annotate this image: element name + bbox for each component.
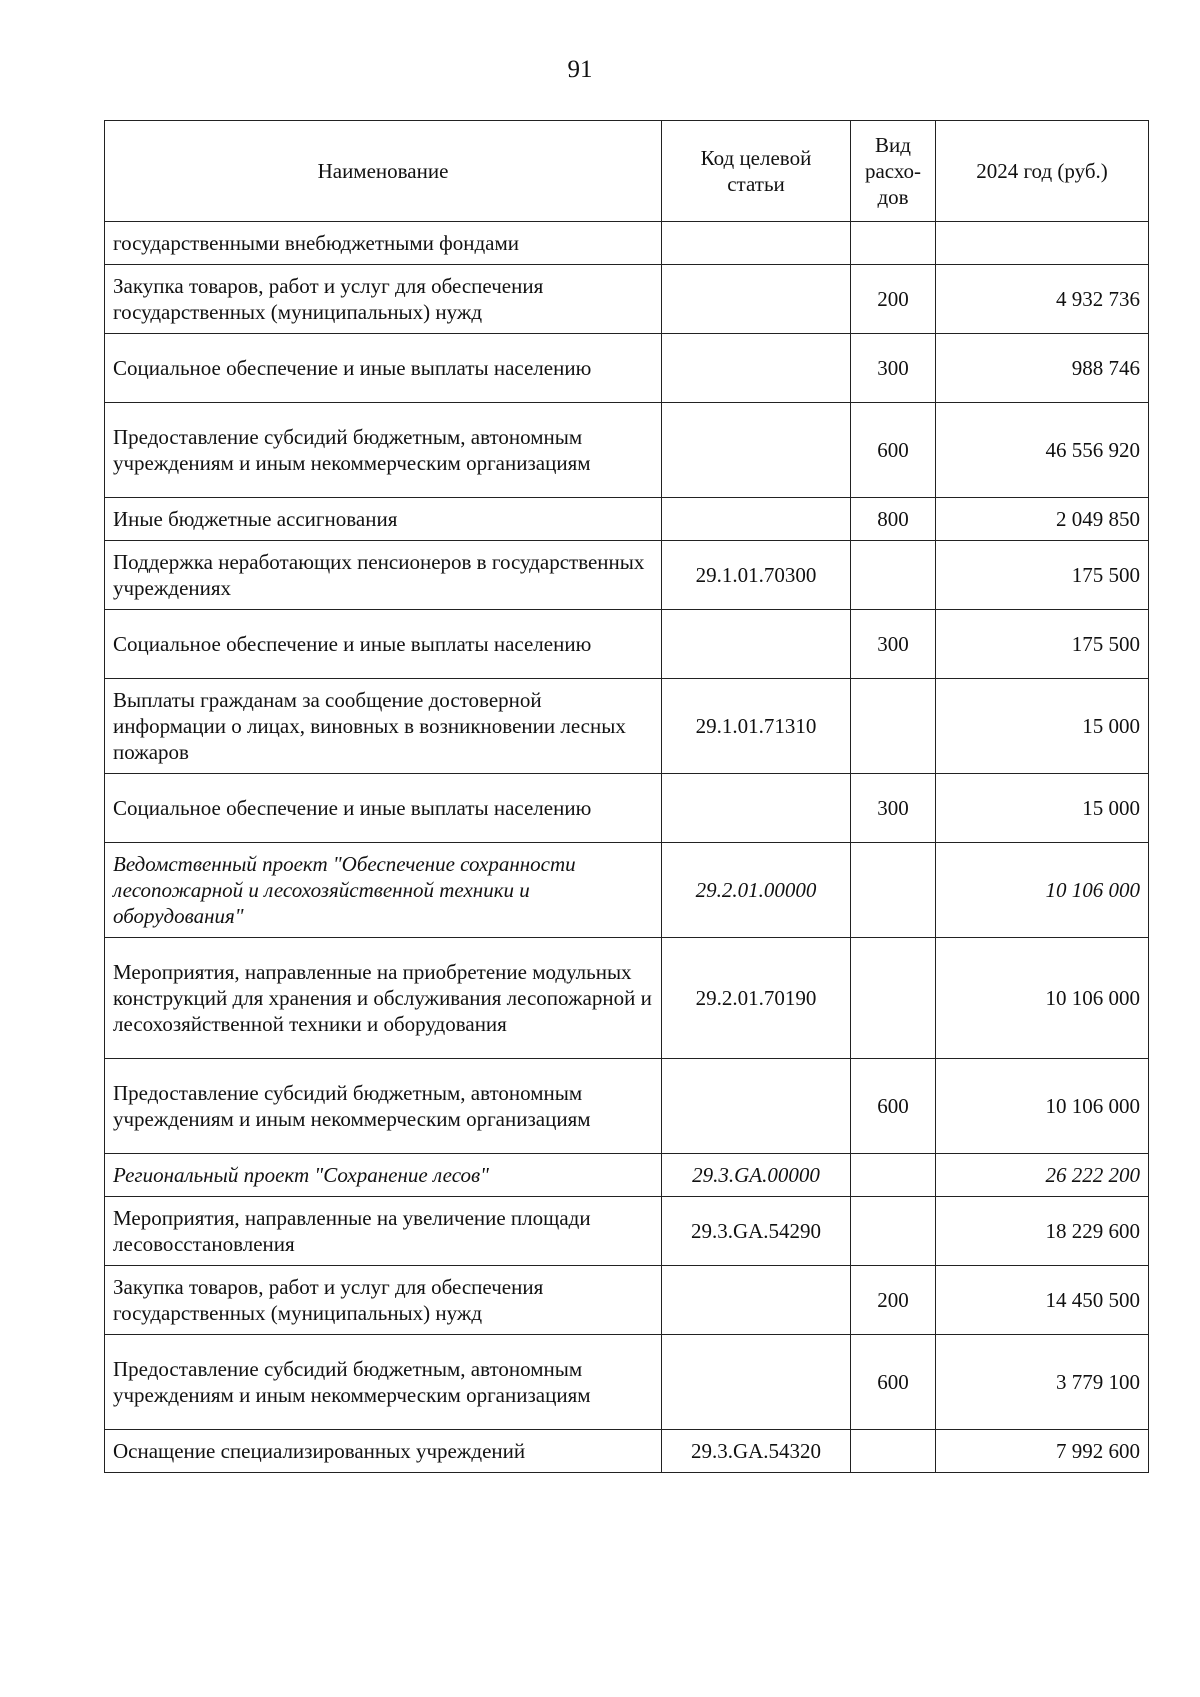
cell-type: 200 [851,265,936,334]
cell-code [662,1335,851,1430]
cell-code: 29.3.GA.54290 [662,1197,851,1266]
cell-type [851,938,936,1059]
cell-name: Закупка товаров, работ и услуг для обеспечения государственных (муниципальных) нужд [105,1266,662,1335]
cell-type [851,541,936,610]
table-row [105,1197,1149,1266]
cell-amount: 26 222 200 [936,1154,1149,1197]
cell-type: 200 [851,1266,936,1335]
cell-amount: 988 746 [936,334,1149,403]
cell-code [662,334,851,403]
cell-amount: 175 500 [936,541,1149,610]
header-amount: 2024 год (руб.) [936,121,1149,222]
cell-code: 29.1.01.71310 [662,679,851,774]
cell-name: Выплаты гражданам за сообщение достоверной информации о лицах, виновных в возникновении лесных пожаров [105,679,662,774]
cell-amount: 18 229 600 [936,1197,1149,1266]
cell-code [662,403,851,498]
table-row [105,498,1149,541]
cell-name: Мероприятия, направленные на приобретение модульных конструкций для хранения и обслуживания лесопожарной и лесохозяйственной техники и оборудования [105,938,662,1059]
header-type: Вид расхо-дов [851,121,936,222]
cell-code: 29.3.GA.00000 [662,1154,851,1197]
cell-type: 800 [851,498,936,541]
table-row [105,265,1149,334]
table-row [105,774,1149,843]
cell-type [851,679,936,774]
cell-code: 29.2.01.70190 [662,938,851,1059]
cell-name: Закупка товаров, работ и услуг для обеспечения государственных (муниципальных) нужд [105,265,662,334]
cell-name: Предоставление субсидий бюджетным, автономным учреждениям и иным некоммерческим организациям [105,1059,662,1154]
cell-name: Оснащение специализированных учреждений [105,1430,662,1473]
cell-name: Региональный проект "Сохранение лесов" [105,1154,662,1197]
cell-type: 600 [851,1335,936,1430]
cell-amount: 3 779 100 [936,1335,1149,1430]
cell-code [662,774,851,843]
cell-amount: 175 500 [936,610,1149,679]
cell-code [662,222,851,265]
cell-type: 600 [851,403,936,498]
cell-type: 300 [851,774,936,843]
cell-name: Предоставление субсидий бюджетным, автономным учреждениям и иным некоммерческим организациям [105,1335,662,1430]
page-number: 91 [567,56,593,83]
cell-type [851,843,936,938]
cell-amount: 10 106 000 [936,1059,1149,1154]
cell-type [851,1154,936,1197]
table-row [105,541,1149,610]
table-row [105,679,1149,774]
cell-name: Иные бюджетные ассигнования [105,498,662,541]
table-row [105,334,1149,403]
cell-name: Социальное обеспечение и иные выплаты населению [105,610,662,679]
cell-type [851,1197,936,1266]
header-name: Наименование [105,121,662,222]
cell-code: 29.3.GA.54320 [662,1430,851,1473]
table-row [105,1059,1149,1154]
cell-type [851,222,936,265]
cell-amount [936,222,1149,265]
table-row [105,403,1149,498]
cell-amount: 10 106 000 [936,843,1149,938]
header-code: Код целевой статьи [662,121,851,222]
cell-amount: 14 450 500 [936,1266,1149,1335]
cell-amount: 2 049 850 [936,498,1149,541]
table-header-row [105,121,1149,222]
cell-amount: 46 556 920 [936,403,1149,498]
cell-name: Мероприятия, направленные на увеличение площади лесовосстановления [105,1197,662,1266]
cell-name: государственными внебюджетными фондами [105,222,662,265]
table-row [105,843,1149,938]
cell-amount: 7 992 600 [936,1430,1149,1473]
cell-type: 300 [851,610,936,679]
cell-amount: 15 000 [936,774,1149,843]
cell-name: Социальное обеспечение и иные выплаты населению [105,774,662,843]
cell-type [851,1430,936,1473]
cell-code [662,265,851,334]
cell-amount: 4 932 736 [936,265,1149,334]
cell-name: Ведомственный проект "Обеспечение сохранности лесопожарной и лесохозяйственной техники и оборудования" [105,843,662,938]
table-row [105,610,1149,679]
cell-code [662,498,851,541]
cell-type: 300 [851,334,936,403]
cell-name: Социальное обеспечение и иные выплаты населению [105,334,662,403]
cell-name: Поддержка неработающих пенсионеров в государственных учреждениях [105,541,662,610]
table-row [105,1335,1149,1430]
cell-amount: 10 106 000 [936,938,1149,1059]
cell-name: Предоставление субсидий бюджетным, автономным учреждениям и иным некоммерческим организациям [105,403,662,498]
cell-amount: 15 000 [936,679,1149,774]
table-row [105,938,1149,1059]
cell-code: 29.2.01.00000 [662,843,851,938]
budget-table [104,120,1149,1473]
cell-code [662,1266,851,1335]
table-row [105,222,1149,265]
cell-code [662,1059,851,1154]
cell-code [662,610,851,679]
cell-code: 29.1.01.70300 [662,541,851,610]
table-row [105,1430,1149,1473]
table-row [105,1154,1149,1197]
table-row [105,1266,1149,1335]
cell-type: 600 [851,1059,936,1154]
